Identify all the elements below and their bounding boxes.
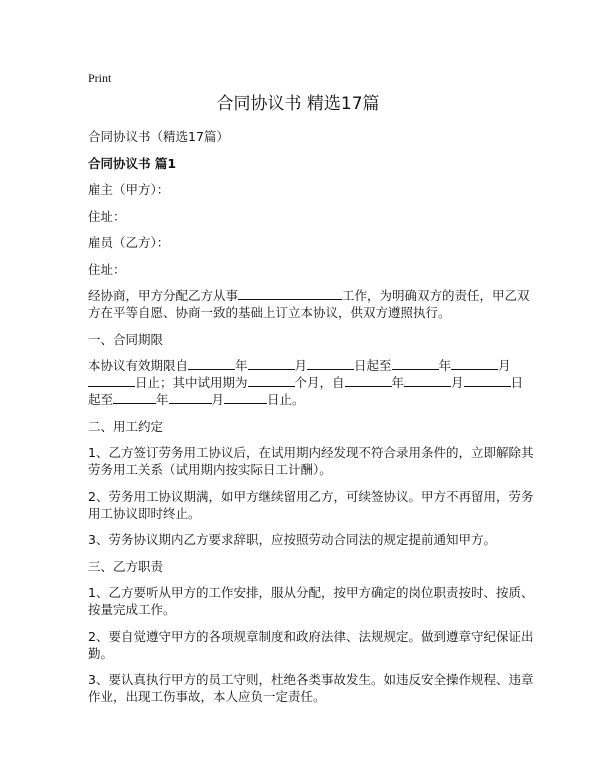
text: 3、要认真执行甲方的员工守则，杜绝各类事故发生。如违反安全操作规程、违章 [88, 672, 534, 687]
blank [188, 357, 235, 370]
text: 日止。 [267, 392, 305, 407]
term-paragraph [88, 357, 528, 408]
blank [248, 374, 295, 387]
blank [224, 391, 267, 404]
text: 勤。 [88, 645, 114, 661]
field-employee-address: 住址： [88, 261, 126, 277]
list-item [88, 531, 528, 548]
text: 日止；其中试用期为 [135, 375, 248, 390]
blank [345, 374, 392, 387]
field-employer-address: 住址： [88, 208, 126, 224]
text: 1、乙方签订劳务用工协议后，在试用期内经发现不符合录用条件的，立即解除其 [88, 445, 534, 460]
section-2-title: 二、用工约定 [88, 418, 164, 434]
text: 月 [498, 358, 511, 373]
blank [248, 357, 295, 370]
intro-paragraph [88, 287, 528, 321]
section-1-title: 一、合同期限 [88, 331, 164, 347]
text: 年 [156, 392, 169, 407]
section-3-title: 三、乙方职责 [88, 558, 164, 574]
text: 年 [438, 358, 452, 373]
text: 1、乙方要听从甲方的工作安排，服从分配，按甲方确定的岗位职责按时、按质、 [88, 585, 534, 600]
text: 个月，自 [294, 375, 345, 390]
field-employee: 雇员（乙方）： [88, 235, 170, 250]
blank [392, 357, 439, 370]
text: 劳务用工关系（试用期内按实际日工计酬）。 [88, 462, 332, 477]
text: 2、劳务用工协议期满，如甲方继续留用乙方，可续签协议。甲方不再留用，劳务 [88, 488, 534, 504]
blank [88, 374, 135, 387]
list-item [88, 628, 534, 662]
text: 作业，出现工伤事故，本人应负一定责任。 [88, 689, 326, 704]
text: 月 [451, 375, 464, 390]
field-employer: 雇主（甲方）： [88, 182, 170, 197]
blank [451, 357, 498, 370]
blank [404, 374, 451, 387]
text: 用工协议即时终止。 [88, 505, 201, 521]
list-item [88, 444, 534, 478]
text: 月 [211, 392, 225, 407]
text: 3、劳务协议期内乙方要求辞职，应按照劳动合同法的规定提前通知甲方。 [88, 532, 496, 547]
subtitle: 合同协议书（精选17篇） [88, 129, 229, 144]
section-heading: 合同协议书 篇1 [88, 155, 177, 171]
list-item [88, 488, 534, 522]
blank-job [238, 287, 342, 300]
text: 方在平等自愿、协商一致的基础上订立本协议，供双方遵照执行。 [88, 305, 451, 320]
print-link[interactable]: Print [88, 71, 112, 85]
list-item [88, 584, 534, 618]
list-item [88, 671, 534, 705]
text: 2、要自觉遵守甲方的各项规章制度和政府法律、法规规定。做到遵章守纪保证出 [88, 628, 534, 644]
text: 年 [391, 375, 405, 390]
blank [307, 357, 354, 370]
blank [113, 391, 156, 404]
document-title: 合同协议书 精选17篇 [216, 94, 380, 114]
text: 按量完成工作。 [88, 602, 176, 617]
blank [169, 391, 212, 404]
text: 日 [510, 375, 524, 390]
text: 本协议有效期限自 [88, 358, 189, 373]
document-page [88, 70, 534, 715]
blank [464, 374, 511, 387]
text: 经协商，甲方分配乙方从事 [88, 288, 239, 303]
text: 工作，为明确双方的责任，甲乙双 [342, 288, 530, 303]
text: 起至 [88, 392, 114, 407]
text: 月 [294, 358, 308, 373]
text: 年 [235, 358, 248, 373]
text: 日起至 [354, 358, 392, 373]
